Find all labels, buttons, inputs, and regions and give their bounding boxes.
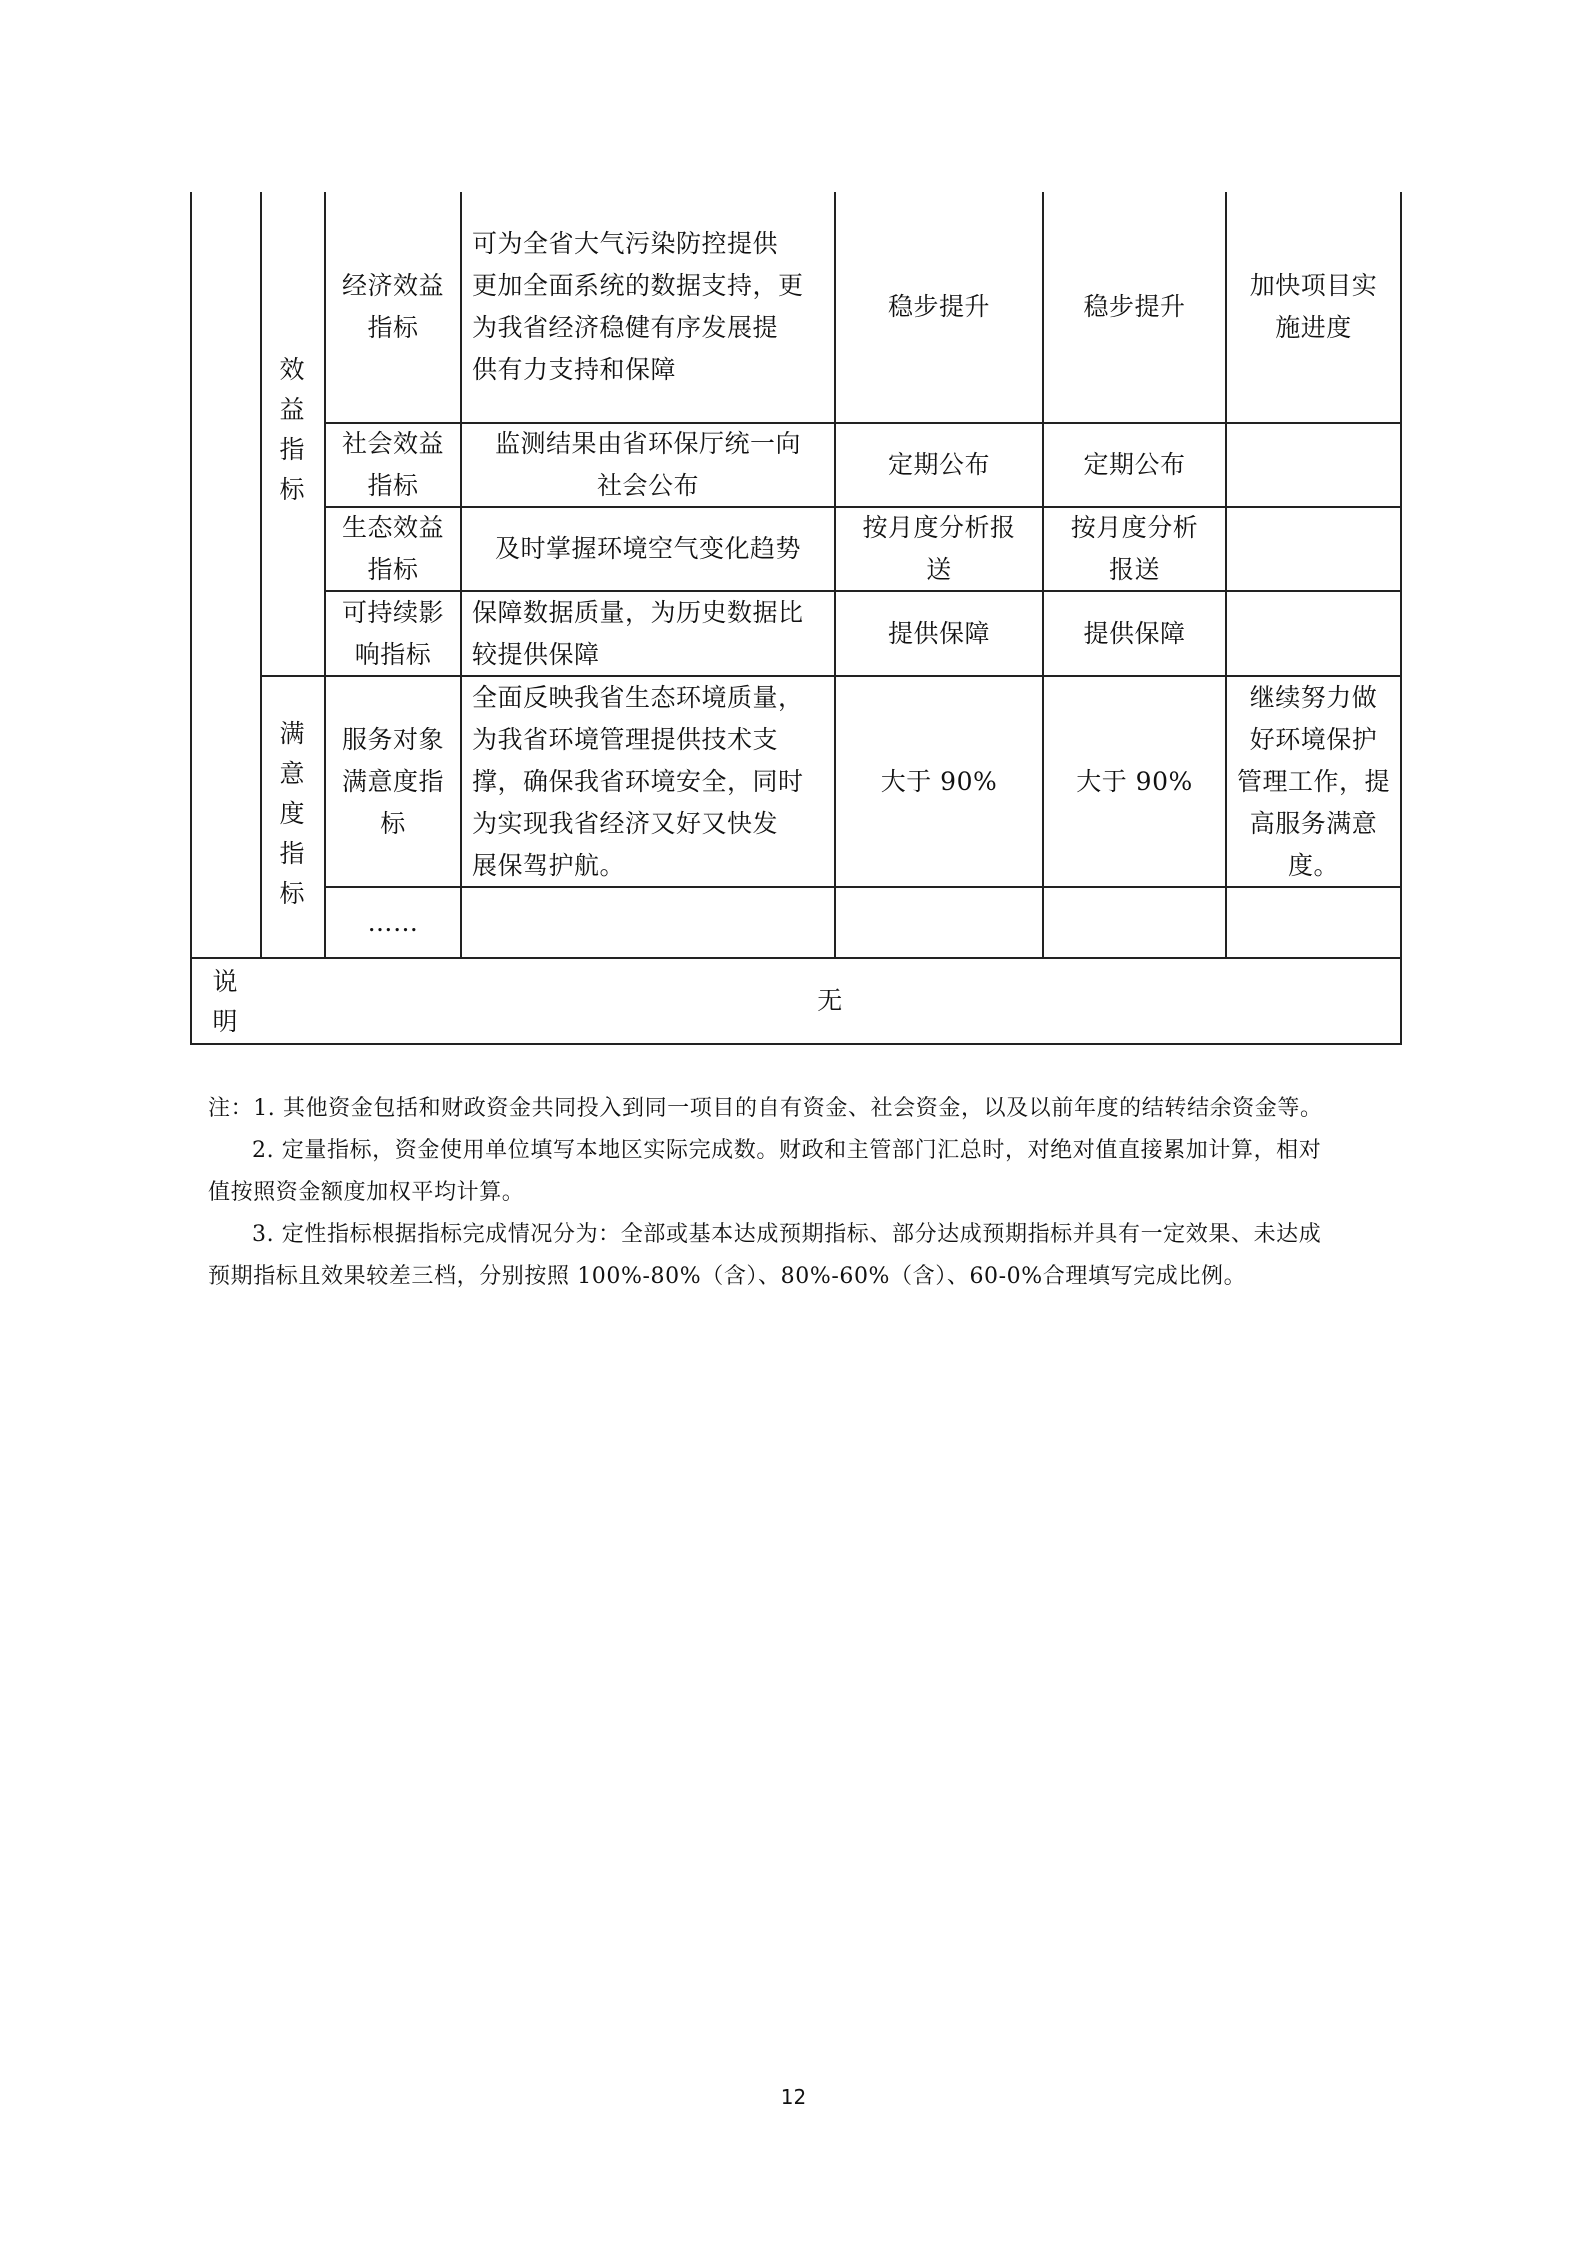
note-line-1: 注：1. 其他资金包括和财政资金共同投入到同一项目的自有资金、社会资金，以及以前年度的结转结余资金等。	[208, 1096, 1323, 1121]
explanation-value: 无	[817, 986, 843, 1015]
indicator-ecological: 生态效益 指标	[341, 513, 444, 584]
table-border-right	[1400, 192, 1402, 1045]
target-ecological: 按月度分析报 送	[862, 513, 1016, 584]
group-label-satisfaction: 满 意 度 指 标	[279, 719, 305, 908]
indicator-sustainable: 可持续影 响指标	[341, 597, 444, 669]
table-border-left	[190, 192, 192, 1045]
remark-social	[1227, 424, 1400, 506]
content-sustainable: 保障数据质量，为历史数据比 较提供保障	[472, 597, 804, 669]
actual-satisfaction: 大于 90%	[1076, 766, 1193, 796]
actual-social: 定期公布	[1083, 450, 1186, 479]
content-ecological: 及时掌握环境空气变化趋势	[494, 534, 801, 563]
target-sustainable: 提供保障	[887, 618, 990, 648]
group-label-benefit: 效 益 指 标	[279, 355, 305, 504]
remark-economic: 加快项目实 施进度	[1249, 271, 1378, 342]
remark-ecological	[1227, 508, 1400, 590]
page-number: 12	[780, 2085, 807, 2109]
table-border-bottom	[190, 1043, 1402, 1045]
indicator-social: 社会效益 指标	[341, 429, 444, 500]
indicator-ellipsis: ……	[367, 907, 419, 937]
actual-sustainable: 提供保障	[1083, 618, 1186, 648]
content-social: 监测结果由省环保厅统一向 社会公布	[494, 429, 801, 500]
target-economic: 稳步提升	[887, 292, 990, 321]
note-line-4: 3. 定性指标根据指标完成情况分为：全部或基本达成预期指标、部分达成预期指标并具有一定效果、未达成	[252, 1222, 1322, 1247]
indicator-economic: 经济效益 指标	[341, 271, 444, 342]
remark-satisfaction: 继续努力做 好环境保护 管理工作，提 高服务满意 度。	[1236, 682, 1390, 880]
performance-table	[190, 192, 1402, 1045]
col-divider-group	[260, 192, 262, 959]
content-satisfaction: 全面反映我省生态环境质量， 为我省环境管理提供技术支 撑，确保我省环境安全，同时 为实现我省经济又好又快发 展保驾护航。	[472, 682, 804, 880]
actual-economic: 稳步提升	[1083, 292, 1186, 321]
explanation-label: 说 明	[212, 967, 238, 1036]
actual-ecological: 按月度分析 报送	[1070, 513, 1199, 584]
content-economic: 可为全省大气污染防控提供 更加全面系统的数据支持，更 为我省经济稳健有序发展提 供有力支持和保障	[472, 229, 804, 384]
remark-sustainable	[1227, 592, 1400, 675]
note-line-3: 值按照资金额度加权平均计算。	[208, 1180, 525, 1205]
note-line-2: 2. 定量指标，资金使用单位填写本地区实际完成数。财政和主管部门汇总时，对绝对值直接累加计算，相对	[252, 1138, 1322, 1163]
indicator-satisfaction: 服务对象 满意度指 标	[341, 724, 444, 838]
target-satisfaction: 大于 90%	[880, 766, 998, 796]
note-line-5: 预期指标且效果较差三档，分别按照 100%-80%（含）、80%-60%（含）、60-0%合理填写完成比例。	[208, 1264, 1247, 1289]
target-social: 定期公布	[887, 450, 990, 479]
